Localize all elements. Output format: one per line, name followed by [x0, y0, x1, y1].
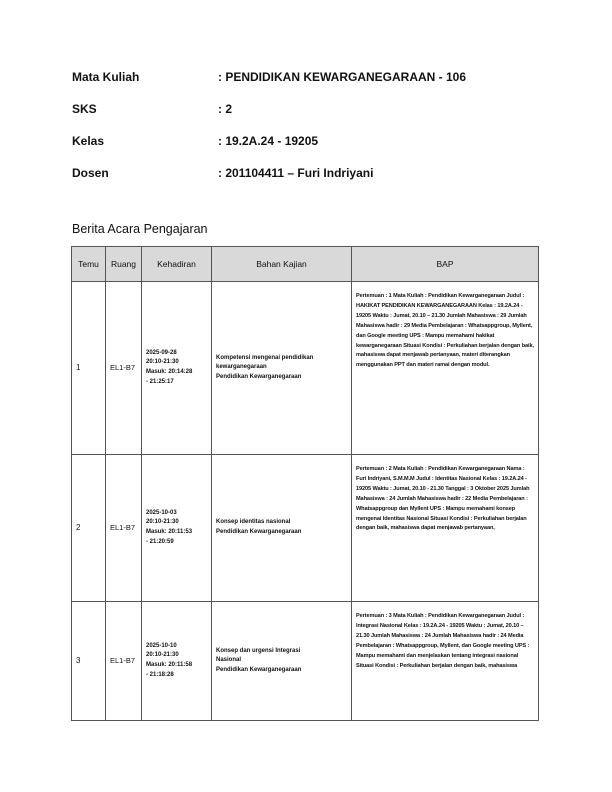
cell-ruang: EL1-B7 — [106, 602, 142, 721]
kehadiran-time: 20:10-21:30 — [146, 359, 179, 366]
bahan-line: Nasional — [216, 657, 242, 664]
info-value: : 19.2A.24 - 19205 — [218, 134, 319, 148]
info-label: SKS — [72, 102, 97, 116]
kehadiran-time: 20:10-21:30 — [146, 519, 179, 526]
bahan-line: Pendidikan Kewarganegaraan — [216, 373, 302, 380]
kehadiran-masuk: Masuk: 20:11:53 — [146, 529, 193, 535]
info-label: Mata Kuliah — [72, 70, 140, 84]
cell-bap: Pertemuan : 2 Mata Kuliah : Pendidikan Kewarganegaraan Nama : Furi Indriyani, S.M.M.M Judul : Identitas Nasional Kelas : 19.2A.24 - 19205 Waktu : Jumat, 20.10 - 21.30 Tanggal : 3 Oktober 2025 Jumlah Mahasiswa : 24 Jumlah Mahasiswa hadir : 22 Media Pembelajaran : Whatsappgroup dan Myllent UPS : Mampu memahami konsep mengenai Identitas Nasional Situasi Kondisi : Perkuliahan berjalan dengan baik, mahasiswa dapat menjawab pertanyaan, — [352, 455, 539, 602]
table-header-row — [72, 247, 539, 282]
cell-kehadiran — [142, 602, 212, 721]
kehadiran-date: 2025-10-10 — [146, 642, 177, 649]
bahan-line: Konsep identitas nasional — [216, 519, 291, 526]
course-info — [72, 70, 542, 198]
header-bap: BAP — [352, 247, 539, 282]
cell-ruang: EL1-B7 — [106, 455, 142, 602]
header-temu: Temu — [72, 247, 106, 282]
header-kehadiran: Kehadiran — [142, 247, 212, 282]
table-row — [72, 602, 539, 721]
table-row — [72, 282, 539, 455]
table-row — [72, 455, 539, 602]
bap-table — [71, 246, 539, 721]
kehadiran-keluar: - 21:20:59 — [146, 538, 174, 545]
header-bahan-kajian: Bahan Kajian — [212, 247, 352, 282]
cell-bahan-kajian — [212, 602, 352, 721]
cell-bahan-kajian — [212, 282, 352, 455]
kehadiran-date: 2025-09-28 — [146, 349, 177, 356]
cell-ruang: EL1-B7 — [106, 282, 142, 455]
bahan-line: kewarganegaraan — [216, 364, 267, 371]
info-kelas — [72, 134, 542, 166]
bahan-line: Kompetensi mengenai pendidikan — [216, 354, 314, 361]
info-label: Dosen — [72, 166, 109, 180]
kehadiran-keluar: - 21:18:28 — [146, 671, 174, 678]
info-sks — [72, 102, 542, 134]
cell-kehadiran — [142, 455, 212, 602]
cell-bahan-kajian — [212, 455, 352, 602]
info-value: : 201104411 – Furi Indriyani — [218, 166, 374, 180]
cell-temu: 1 — [72, 282, 106, 455]
info-value: : 2 — [218, 102, 233, 116]
kehadiran-time: 20:10-21:30 — [146, 652, 179, 659]
bahan-line: Pendidikan Kewarganegaraan — [216, 666, 302, 673]
kehadiran-masuk: Masuk: 20:14:28 — [146, 369, 193, 375]
kehadiran-keluar: - 21:25:17 — [146, 378, 174, 385]
bahan-line: Pendidikan Kewarganegaraan — [216, 529, 302, 535]
cell-temu: 2 — [72, 455, 106, 602]
cell-bap: Pertemuan : 3 Mata Kuliah : Pendidikan Kewarganegaraan Judul : Integrasi Nasional Kelas : 19.2A.24 - 19205 Waktu : Jumat, 20.10 – 21.30 Jumlah Mahasiswa : 24 Jumlah Mahasiswa hadir : 24 Media Pembelajaran : Whatsappgroup, Myllent, dan Google meeting UPS : Mampu memahami dan menjelaskan tentang integrasi nasional Situasi Kondisi : Perkuliahan berjalan dengan baik, mahasiswa — [352, 602, 539, 721]
bahan-line: Konsep dan urgensi Integrasi — [216, 647, 301, 654]
cell-kehadiran — [142, 282, 212, 455]
header-ruang: Ruang — [106, 247, 142, 282]
kehadiran-masuk: Masuk: 20:11:58 — [146, 662, 193, 668]
info-label: Kelas — [72, 134, 105, 148]
info-mata-kuliah — [72, 70, 542, 102]
info-value: : PENDIDIKAN KEWARGANEGARAAN - 106 — [218, 70, 467, 84]
kehadiran-date: 2025-10-03 — [146, 509, 177, 516]
cell-temu: 3 — [72, 602, 106, 721]
cell-bap: Pertemuan : 1 Mata Kuliah : Pendidikan Kewarganegaraan Judul : HAKIKAT PENDIDIKAN KEWARGANEGARAAN Kelas : 19.2A.24 - 19205 Waktu : Jumat, 20.10 – 21.30 Jumlah Mahasiswa : 29 Jumlah Mahasiswa hadir : 29 Media Pembelajaran : Whatsappgroup, Myllent, dan Google meeting UPS : Mampu memahami hakikat kewarganegaraan Situasi Kondisi : Perkuliahan berjalan dengan baik, mahasiswa dapat menjawab pertanyaan, materi diterangkan menggunakan PPT dan materi ramai dengan modul. — [352, 282, 539, 455]
section-title: Berita Acara Pengajaran — [72, 222, 208, 236]
info-dosen — [72, 166, 542, 198]
